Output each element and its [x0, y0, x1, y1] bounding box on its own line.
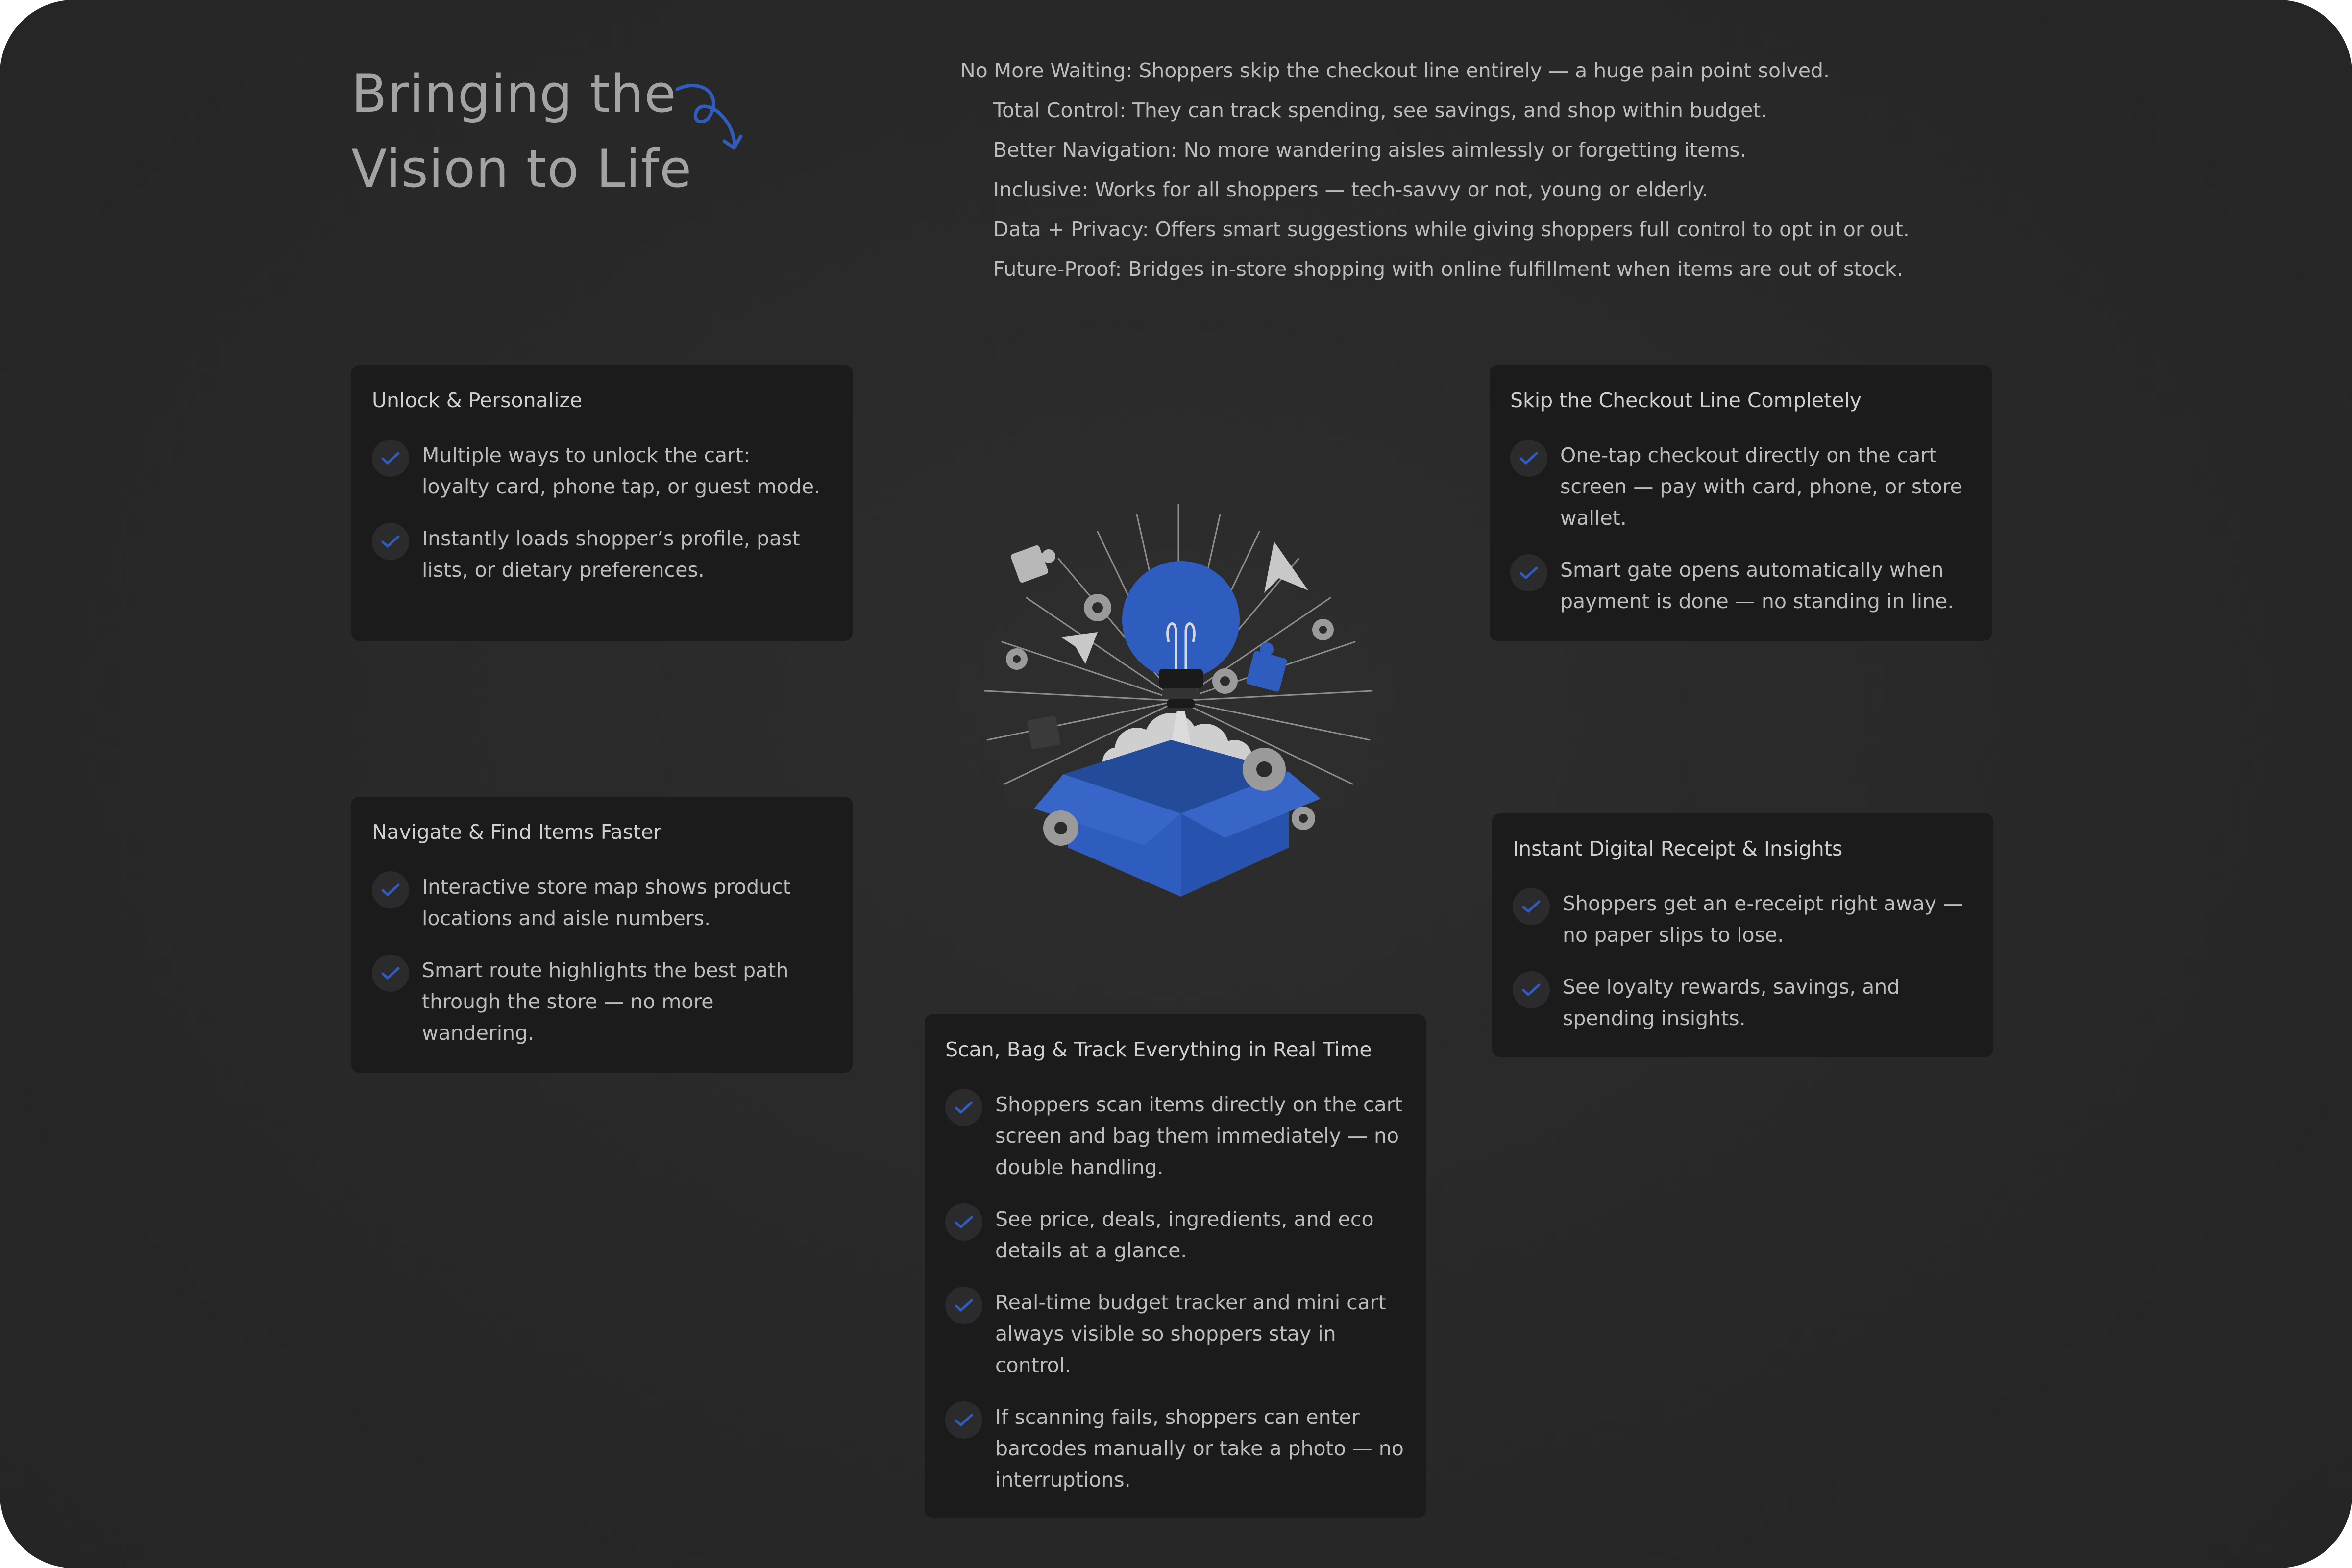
item-text: Smart route highlights the best path through the store — no more wandering. [422, 958, 789, 1045]
swirl-arrow-icon [671, 78, 750, 157]
item-text: If scanning fails, shoppers can enter barcodes manually or take a photo — no interruptions. [995, 1405, 1404, 1492]
benefit-item: No More Waiting: Shoppers skip the checkout line entirely — a huge pain point solved. [960, 59, 1830, 82]
check-icon [372, 523, 409, 560]
list-item [1513, 971, 1984, 1034]
item-text: Instantly loads shopper’s profile, past lists, or dietary preferences. [422, 527, 800, 582]
check-icon [1510, 554, 1547, 591]
lightbulb-box-illustration [975, 495, 1382, 921]
check-icon [1513, 971, 1550, 1008]
check-icon [945, 1089, 982, 1126]
list-item [372, 955, 824, 1049]
item-text: Shoppers get an e-receipt right away — no paper slips to lose. [1563, 892, 1963, 947]
card-scan-bag-track [925, 1014, 1426, 1518]
card-navigate [351, 797, 853, 1073]
item-text: One-tap checkout directly on the cart screen — pay with card, phone, or store wallet. [1560, 443, 1962, 530]
card-title: Scan, Bag & Track Everything in Real Time [945, 1038, 1372, 1061]
list-item [1510, 440, 1982, 534]
benefits-list [960, 51, 1910, 289]
item-text: Interactive store map shows product locations and aisle numbers. [422, 875, 791, 930]
list-item [372, 440, 824, 502]
card-title: Unlock & Personalize [372, 389, 583, 412]
title-line-1: Bringing the [351, 64, 677, 124]
check-icon [372, 440, 409, 477]
item-text: Real-time budget tracker and mini cart always visible so shoppers stay in control. [995, 1291, 1386, 1377]
benefit-item: Total Control: They can track spending, see savings, and shop within budget. [993, 98, 1767, 122]
item-text: See price, deals, ingredients, and eco details at a glance. [995, 1207, 1374, 1262]
lightbulb [1122, 561, 1240, 745]
card-title: Navigate & Find Items Faster [372, 820, 662, 844]
list-item [945, 1401, 1407, 1495]
item-text: Smart gate opens automatically when payment is done — no standing in line. [1560, 558, 1954, 613]
check-icon [372, 871, 409, 908]
check-icon [945, 1401, 982, 1439]
list-item [372, 523, 824, 586]
card-skip-checkout [1490, 365, 1992, 641]
check-icon [945, 1287, 982, 1324]
check-icon [372, 955, 409, 992]
page-title [351, 56, 692, 206]
list-item [945, 1203, 1407, 1266]
check-icon [1510, 440, 1547, 477]
list-item [945, 1287, 1407, 1381]
title-line-2: Vision to Life [351, 139, 692, 199]
list-item [1510, 554, 1982, 617]
benefit-item: Inclusive: Works for all shoppers — tech-savvy or not, young or elderly. [993, 178, 1708, 201]
check-icon [1513, 888, 1550, 925]
item-text: See loyalty rewards, savings, and spending insights. [1563, 975, 1900, 1030]
list-item [945, 1089, 1407, 1183]
item-text: Shoppers scan items directly on the cart screen and bag them immediately — no double handling. [995, 1093, 1403, 1179]
benefit-item: Data + Privacy: Offers smart suggestions while giving shoppers full control to opt in or out. [993, 218, 1910, 241]
benefit-item: Future-Proof: Bridges in-store shopping with online fulfillment when items are out of stock. [993, 257, 1903, 281]
card-title: Instant Digital Receipt & Insights [1513, 837, 1843, 860]
list-item [1513, 888, 1984, 951]
check-icon [945, 1203, 982, 1241]
card-digital-receipt [1492, 813, 1993, 1057]
benefit-item: Better Navigation: No more wandering aisles aimlessly or forgetting items. [993, 138, 1746, 162]
list-item [372, 871, 824, 934]
item-text: Multiple ways to unlock the cart: loyalty card, phone tap, or guest mode. [422, 443, 821, 498]
card-title: Skip the Checkout Line Completely [1510, 389, 1862, 412]
card-unlock-personalize [351, 365, 853, 641]
